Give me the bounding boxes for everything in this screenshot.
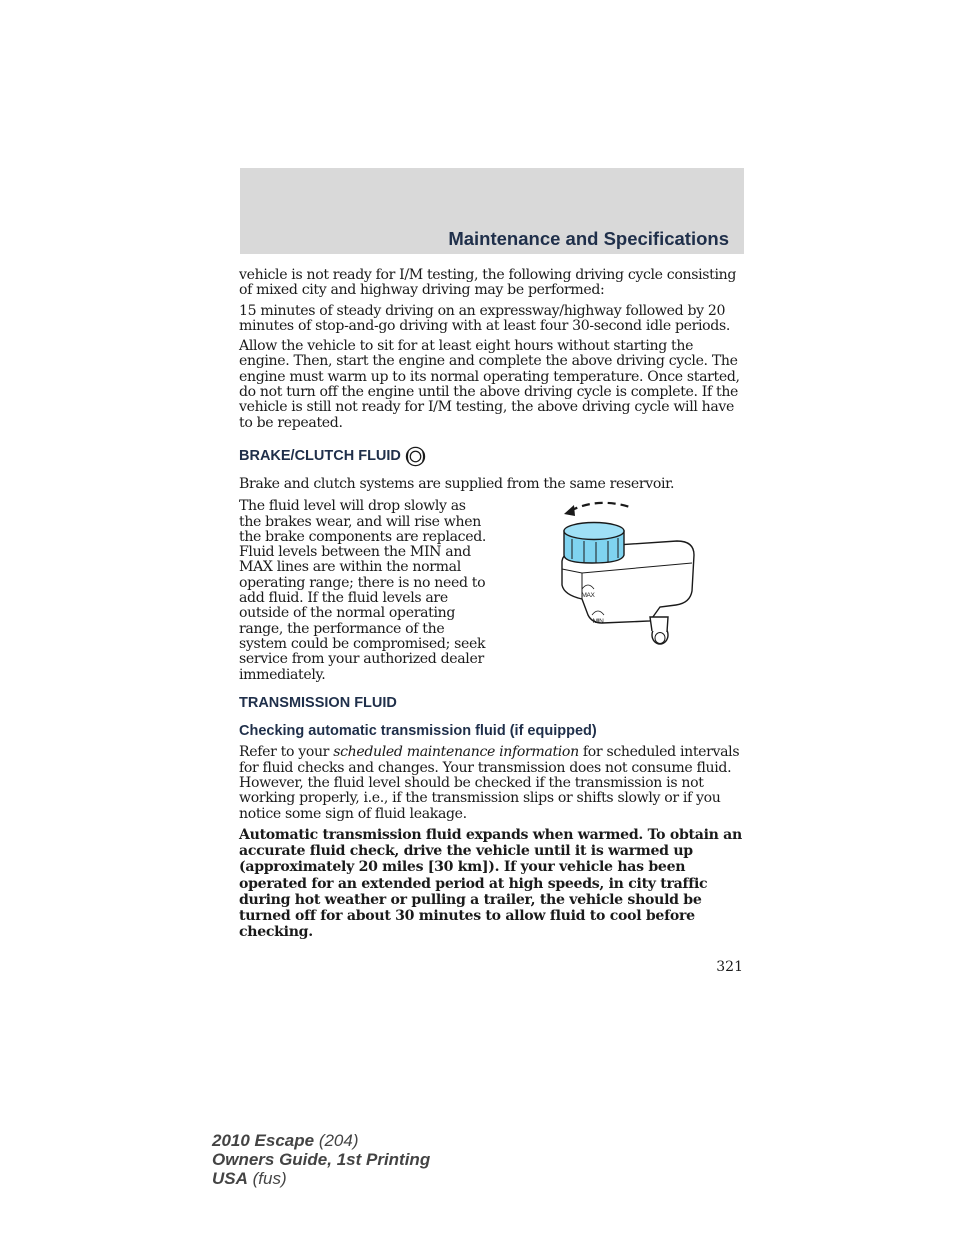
page-content (239, 268, 744, 945)
text-segment: for scheduled intervals for fluid checks and changes. Your transmission does not consume fluid. However, the fluid level should be checked if the transmission is not working properly, i.e., if the transmission slips or shifts slowly or if you notice some sign of fluid leakage. (239, 744, 740, 822)
footer-model: 2010 Escape (212, 1131, 315, 1150)
paragraph: 15 minutes of steady driving on an expressway/highway followed by 20 minutes of stop-and-go driving with at least four 30-second idle periods. (239, 302, 730, 334)
section-title: Maintenance and Specifications (448, 228, 729, 249)
brake-reservoir-illustration (542, 499, 702, 659)
paragraph: The fluid level will drop slowly as the brakes wear, and will rise when the brake components are replaced. Fluid levels between the MIN and MAX lines are within the normal operating range; there is no need to add fluid. If the fluid levels are outside of the normal operating range, the performance of the system could be compromised; seek service from your authorized dealer immediately. (239, 498, 487, 683)
footer-printing: Owners Guide, 1st Printing (212, 1150, 431, 1169)
min-label: MIN (592, 618, 604, 626)
text-emphasis: scheduled maintenance information (333, 744, 579, 761)
document-footer (212, 1131, 430, 1188)
transmission-subheading: Checking automatic transmission fluid (if equipped) (239, 723, 597, 740)
footer-market: USA (212, 1169, 248, 1188)
paragraph (239, 745, 744, 821)
footer-code: (204) (314, 1131, 359, 1150)
section-header (240, 168, 744, 254)
paragraph: Brake and clutch systems are supplied from the same reservoir. (239, 475, 675, 492)
paragraph: Allow the vehicle to sit for at least eight hours without starting the engine. Then, start the engine and complete the above driving cycle. The engine must warm up to its normal operating temperature. Once started, do not turn off the engine until the above driving cycle is complete. If the vehicle is still not ready for I/M testing, the above driving cycle will have to be repeated. (239, 338, 740, 431)
transmission-fluid-heading: TRANSMISSION FLUID (239, 694, 397, 711)
brake-fluid-section (239, 499, 744, 683)
heading-text: BRAKE/CLUTCH FLUID (239, 447, 401, 464)
brake-fluid-icon (405, 446, 426, 467)
text-segment: Refer to your (239, 744, 334, 761)
page-number: 321 (716, 959, 743, 975)
warning-paragraph: Automatic transmission fluid expands when warmed. To obtain an accurate fluid check, drive the vehicle until it is warmed up (approximately 20 miles [30 km]). If your vehicle has been operated for an extended period at high speeds, in city traffic during hot weather or pulling a trailer, the vehicle should be turned off for about 30 minutes to allow fluid to cool before checking. (239, 826, 742, 941)
paragraph: vehicle is not ready for I/M testing, the following driving cycle consisting of mixed city and highway driving may be performed: (239, 267, 736, 299)
brake-fluid-heading (239, 446, 744, 467)
max-label: MAX (581, 592, 595, 600)
footer-market-code: (fus) (247, 1169, 287, 1188)
